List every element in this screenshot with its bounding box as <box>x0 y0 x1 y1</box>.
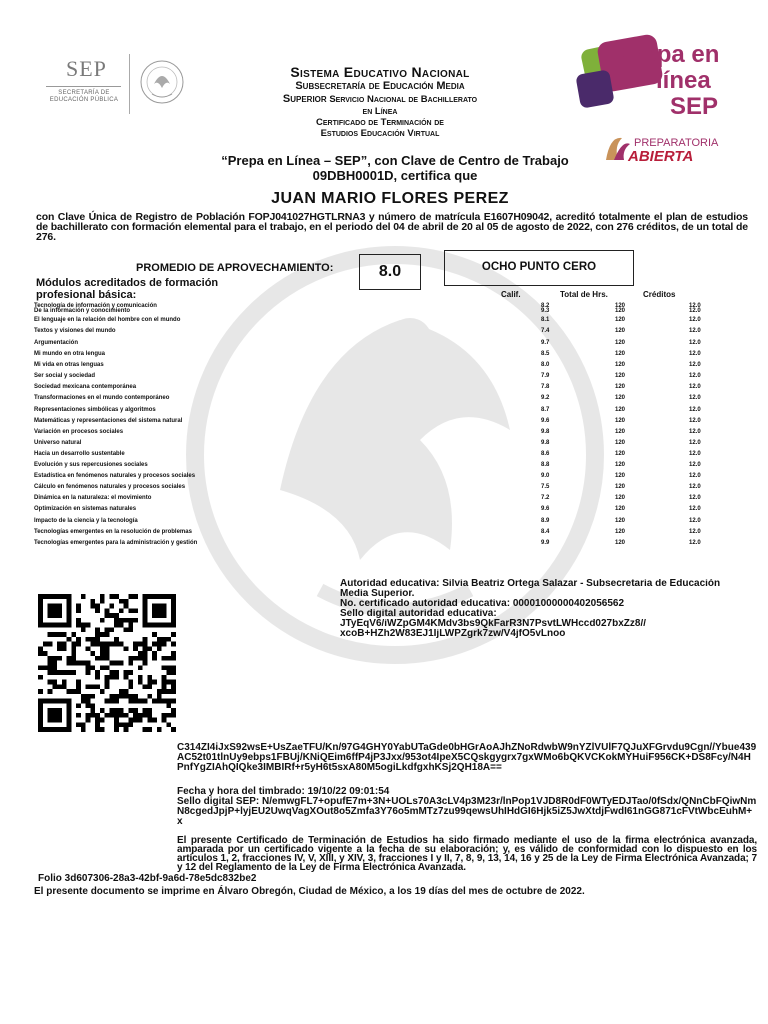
module-grade: 9.3 <box>541 308 550 314</box>
module-hours: 120 <box>615 328 626 334</box>
module-hours: 120 <box>615 418 626 424</box>
header-subtitle: Subsecretaría de Educación Media <box>295 80 465 92</box>
sep-logo-vertical-divider <box>129 54 130 114</box>
module-name: Ser social y sociedad <box>34 373 96 379</box>
module-grade: 7.8 <box>541 384 550 390</box>
module-credits: 12.0 <box>689 351 701 357</box>
module-name: Tecnología de información y comunicación <box>34 303 157 309</box>
intro-paragraph: con Clave Única de Registro de Población FOPJ041027HGTLRNA3 y número de matrícula E1607H09042, acreditó totalmente el plan de estudios de bachillerato con formación elemental para el trabajo, en el periodo del 04 de abril de 20 al 05 de agosto de 2022, con 276 créditos, de un total de 276. <box>36 211 748 243</box>
module-hours: 120 <box>615 362 626 368</box>
module-name: Hacia un desarrollo sustentable <box>34 451 125 457</box>
module-name: Representaciones simbólicas y algoritmos <box>34 407 156 413</box>
module-name: Impacto de la ciencia y la tecnología <box>34 518 138 524</box>
prepa-logo-line3: SEP <box>670 93 719 120</box>
module-grade: 7.9 <box>541 373 550 379</box>
module-name: Matemáticas y representaciones del sistema natural <box>34 418 183 424</box>
module-credits: 12.0 <box>689 462 701 468</box>
prepa-logo-line2: línea <box>656 67 711 94</box>
authority-name: Autoridad educativa: Silvia Beatriz Ortega Salazar - Subsecretaria de Educación <box>340 579 721 589</box>
module-grade: 8.7 <box>541 407 550 413</box>
module-hours: 120 <box>615 429 626 435</box>
module-hours: 120 <box>615 303 626 309</box>
header-title: Sistema Educativo Nacional <box>290 64 470 80</box>
module-credits: 12.0 <box>689 495 701 501</box>
module-grade: 7.4 <box>541 328 550 334</box>
module-hours: 120 <box>615 340 626 346</box>
module-credits: 12.0 <box>689 418 701 424</box>
module-hours: 120 <box>615 395 626 401</box>
module-grade: 9.6 <box>541 506 550 512</box>
column-header-total-hours: Total de Hrs. <box>560 290 608 299</box>
abierta-logo-line1: PREPARATORIA <box>634 137 719 149</box>
column-header-credits: Créditos <box>643 290 676 299</box>
header-line3-a: Superior <box>282 93 327 105</box>
module-name: Mi mundo en otra lengua <box>34 351 106 357</box>
stamp-datetime: Fecha y hora del timbrado: 19/10/22 09:01:54 <box>177 786 390 797</box>
preparatoria-abierta-logo <box>600 130 740 166</box>
module-hours: 120 <box>615 462 626 468</box>
certify-line1: “Prepa en Línea – SEP”, con Clave de Centro de Trabajo <box>221 153 569 168</box>
issued-statement: El presente documento se imprime en Álvaro Obregón, Ciudad de México, a los 19 días del mes de octubre de 2022. <box>34 886 585 897</box>
prepa-en-linea-logo <box>570 32 740 122</box>
average-value-box: 8.0 <box>359 254 421 290</box>
module-credits: 12.0 <box>689 451 701 457</box>
module-name: Optimización en sistemas naturales <box>34 506 137 512</box>
module-grade: 7.5 <box>541 484 550 490</box>
module-name: Cálculo en fenómenos naturales y procesos sociales <box>34 484 186 490</box>
module-credits: 12.0 <box>689 373 701 379</box>
module-hours: 120 <box>615 308 626 314</box>
sep-logo <box>38 50 188 122</box>
module-grade: 8.8 <box>541 462 550 468</box>
certify-line2: 09DBH0001D, certifica que <box>312 168 478 183</box>
sep-digital-seal: Sello digital SEP: N/emwgFL7+opufE7m+3N+UOLs70A3cLV4p3M23r/lnPop1VJD8R0dF0WTyEDJTao/0fSdx/QNnCbFQiwNmN8cgedJpjP+lyjEU2UwqVagXOut8o5Zmfa3Y76o5mMTz7zu99qewsUhIHdGI6Hjk5iZ5JwXtdjFwdI61nGG871cFVtWbcEuhM+x <box>177 796 757 827</box>
module-credits: 12.0 <box>689 317 701 323</box>
module-name: Universo natural <box>34 440 82 446</box>
module-hours: 120 <box>615 373 626 379</box>
module-hours: 120 <box>615 440 626 446</box>
module-name: Estadística en fenómenos naturales y procesos sociales <box>34 473 196 479</box>
header-line3 <box>230 93 530 106</box>
module-name: Tecnologías emergentes para la administración y gestión <box>34 540 198 546</box>
module-hours: 120 <box>615 484 626 490</box>
sep-subtitle-line2: EDUCACIÓN PÚBLICA <box>49 97 119 103</box>
sep-logo-text: SEP <box>66 56 107 81</box>
module-name: Argumentación <box>34 340 79 346</box>
module-name: Dinámica en la naturaleza: el movimiento <box>34 495 152 501</box>
module-credits: 12.0 <box>689 506 701 512</box>
module-credits: 12.0 <box>689 362 701 368</box>
module-name: De la información y conocimiento <box>34 308 131 314</box>
prepa-logo-line1: Prepa en <box>618 41 720 68</box>
authority-office: Media Superior. <box>340 589 415 599</box>
average-words-box: OCHO PUNTO CERO <box>444 250 634 286</box>
module-grade: 9.8 <box>541 440 550 446</box>
certify-statement <box>170 153 620 183</box>
average-label: PROMEDIO DE APROVECHAMIENTO: <box>136 262 334 274</box>
module-grade: 9.0 <box>541 473 550 479</box>
student-name: JUAN MARIO FLORES PEREZ <box>271 190 509 207</box>
module-hours: 120 <box>615 529 626 535</box>
module-name: Tecnologías emergentes en la resolución de problemas <box>34 529 192 535</box>
module-name: Variación en procesos sociales <box>34 429 124 435</box>
module-credits: 12.0 <box>689 518 701 524</box>
sep-logo-subtitle <box>44 90 124 104</box>
module-hours: 120 <box>615 506 626 512</box>
modules-title: Módulos acreditados de formación profesional básica: <box>36 277 219 301</box>
module-hours: 120 <box>615 518 626 524</box>
header-line5: Certificado de Terminación de <box>316 117 444 128</box>
module-credits: 12.0 <box>689 529 701 535</box>
module-credits: 12.0 <box>689 384 701 390</box>
module-grade: 8.5 <box>541 351 550 357</box>
module-name: Evolución y sus repercusiones sociales <box>34 462 148 468</box>
legal-notice: El presente Certificado de Terminación de Estudios ha sido firmado mediante el uso de la firma electrónica avanzada, amparada por un certificado vigente a la fecha de su elaboración; y, es válido de conformidad con lo dispuesto en los artículos 1, 2, fracciones IV, V, XIII, y XIV, 3, fracciones I y II, 7, 8, 9, 13, 14, 16 y 25 de la Ley de Firma Electrónica Avanzada; 7 y 12 del Reglamento de la Ley de Firma Electrónica Avanzada. <box>177 835 757 873</box>
module-grade: 8.9 <box>541 518 550 524</box>
module-name: Mi vida en otras lenguas <box>34 362 104 368</box>
authority-seal-line1: JTyEqV6/iWZpGM4KMdv3bs9QkFarR3N7PsvtLWHccd027bxZz8// <box>340 619 647 629</box>
module-name: Transformaciones en el mundo contemporáneo <box>34 395 170 401</box>
mexico-seal-icon <box>138 54 186 114</box>
sep-subtitle-line1: SECRETARÍA DE <box>58 90 110 96</box>
module-credits: 12.0 <box>689 303 701 309</box>
module-credits: 12.0 <box>689 308 701 314</box>
module-hours: 120 <box>615 351 626 357</box>
qr-code-icon <box>38 590 176 736</box>
folio: Folio 3d607306-28a3-42bf-9a6d-78e5dc832be2 <box>38 873 257 884</box>
module-hours: 120 <box>615 451 626 457</box>
authority-seal-label: Sello digital autoridad educativa: <box>340 609 497 619</box>
module-credits: 12.0 <box>689 484 701 490</box>
module-hours: 120 <box>615 317 626 323</box>
header-line3-b: Servicio Nacional de Bachillerato <box>329 94 478 105</box>
module-credits: 12.0 <box>689 395 701 401</box>
authority-block <box>340 579 752 639</box>
module-credits: 12.0 <box>689 429 701 435</box>
module-grade: 8.0 <box>541 362 550 368</box>
module-grade: 8.6 <box>541 451 550 457</box>
module-grade: 9.9 <box>541 540 550 546</box>
column-header-calif: Calif. <box>501 290 521 299</box>
module-credits: 12.0 <box>689 340 701 346</box>
sep-logo-divider <box>46 86 121 87</box>
header-line4: en Línea <box>362 106 398 117</box>
module-credits: 12.0 <box>689 407 701 413</box>
abierta-logo-line2: ABIERTA <box>628 148 694 165</box>
digital-seal-block <box>177 743 757 872</box>
document-header <box>230 64 530 139</box>
module-credits: 12.0 <box>689 540 701 546</box>
header-line6: Estudios Educación Virtual <box>320 128 440 139</box>
module-grade: 9.2 <box>541 395 550 401</box>
module-credits: 12.0 <box>689 328 701 334</box>
module-credits: 12.0 <box>689 440 701 446</box>
module-grade: 7.2 <box>541 495 550 501</box>
module-name: Textos y visiones del mundo <box>34 328 116 334</box>
module-grade: 9.6 <box>541 418 550 424</box>
module-grade: 9.7 <box>541 340 550 346</box>
module-grade: 8.1 <box>541 317 550 323</box>
authority-cert-number: No. certificado autoridad educativa: 00001000000402056562 <box>340 599 625 609</box>
module-grade: 8.2 <box>541 303 550 309</box>
module-name: El lenguaje en la relación del hombre con el mundo <box>34 317 181 323</box>
module-name: Sociedad mexicana contemporánea <box>34 384 137 390</box>
module-hours: 120 <box>615 540 626 546</box>
original-chain: C314ZI4iJxS92wsE+UsZaeTFU/Kn/97G4GHY0YabUTaGde0bHGrAoAJhZNoRdwbW9nYZlVUlF7QJuXFGrvdu9Cgn//Ybue439AC52t01tlnUy9ebps1FBUj/KNiQEim6ffP4jP3Jxx/953ot4IpeX5CQskgygrx7gxWMo6bQKVCKokMYHuiF956CK+DS8Fcy/N4HPnfYgZIAhQIQke3IMBIRf+r5yH6t5sxA80M5ogiLkdfgxhKSj2QH18A== <box>177 742 757 773</box>
authority-seal-line2: xcoB+HZh2W83EJ1IjLWPZgrk7zw/V4jfO5vLnoo <box>340 629 566 639</box>
module-hours: 120 <box>615 384 626 390</box>
module-grade: 8.4 <box>541 529 550 535</box>
module-hours: 120 <box>615 473 626 479</box>
module-hours: 120 <box>615 495 626 501</box>
module-grade: 9.8 <box>541 429 550 435</box>
module-credits: 12.0 <box>689 473 701 479</box>
module-hours: 120 <box>615 407 626 413</box>
